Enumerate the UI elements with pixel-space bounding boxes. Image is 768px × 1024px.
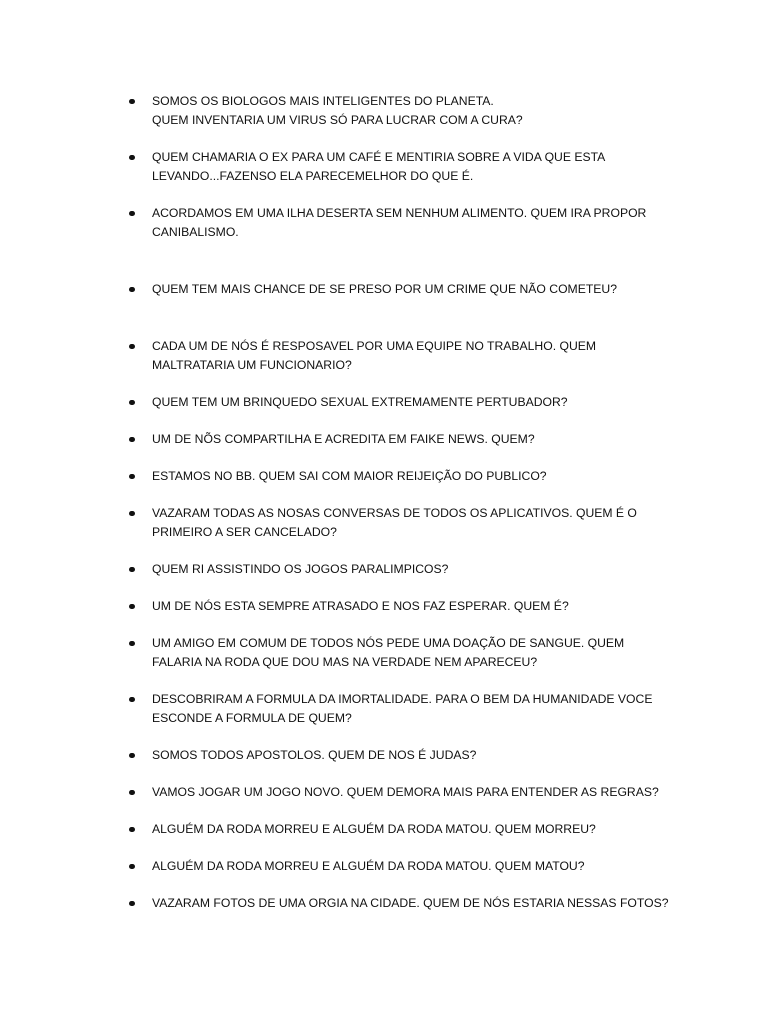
list-item-text: VAZARAM FOTOS DE UMA ORGIA NA CIDADE. QUEM DE NÓS ESTARIA NESSAS FOTOS? (152, 896, 669, 910)
bullet-icon (129, 211, 135, 217)
list-item (129, 690, 669, 728)
list-item-text: ALGUÉM DA RODA MORREU E ALGUÉM DA RODA MATOU. QUEM MORREU? (152, 822, 596, 836)
list-item-text: UM AMIGO EM COMUM DE TODOS NÓS PEDE UMA DOAÇÃO DE SANGUE. QUEM FALARIA NA RODA QUE DOU MAS NA VERDADE NEM APARECEU? (152, 636, 625, 669)
list-item (129, 857, 669, 876)
list-item-text: VAZARAM TODAS AS NOSAS CONVERSAS DE TODOS OS APLICATIVOS. QUEM É O PRIMEIRO A SER CANCELADO? (152, 506, 637, 539)
bullet-icon (129, 697, 135, 703)
list-item (129, 504, 669, 542)
list-item-text: CADA UM DE NÓS É RESPOSAVEL POR UMA EQUIPE NO TRABALHO. QUEM MALTRATARIA UM FUNCIONARIO? (152, 339, 597, 372)
list-item (129, 337, 669, 375)
list-item (129, 148, 669, 186)
list-item (129, 467, 669, 486)
list-item (129, 597, 669, 616)
bullet-icon (129, 864, 135, 870)
list-item-text: VAMOS JOGAR UM JOGO NOVO. QUEM DEMORA MAIS PARA ENTENDER AS REGRAS? (152, 785, 659, 799)
bullet-icon (129, 437, 135, 443)
bullet-icon (129, 567, 135, 573)
list-item (129, 894, 669, 913)
bullet-icon (129, 641, 135, 647)
list-item-text: SOMOS OS BIOLOGOS MAIS INTELIGENTES DO PLANETA. QUEM INVENTARIA UM VIRUS SÓ PARA LUCRAR COM A CURA? (152, 94, 523, 127)
list-item-text: ACORDAMOS EM UMA ILHA DESERTA SEM NENHUM ALIMENTO. QUEM IRA PROPOR CANIBALISMO. (152, 206, 647, 239)
list-item (129, 430, 669, 449)
list-item-text: QUEM RI ASSISTINDO OS JOGOS PARALIMPICOS? (152, 562, 449, 576)
bullet-icon (129, 604, 135, 610)
list-item-text: QUEM CHAMARIA O EX PARA UM CAFÉ E MENTIRIA SOBRE A VIDA QUE ESTA LEVANDO...FAZENSO ELA PARECEMELHOR DO QUE É. (152, 150, 605, 183)
bullet-icon (129, 511, 135, 517)
bullet-icon (129, 474, 135, 480)
list-item (129, 280, 669, 299)
question-list (129, 92, 669, 931)
bullet-icon (129, 901, 135, 907)
list-item-text: QUEM TEM MAIS CHANCE DE SE PRESO POR UM CRIME QUE NÃO COMETEU? (152, 282, 617, 296)
list-item-text: DESCOBRIRAM A FORMULA DA IMORTALIDADE. PARA O BEM DA HUMANIDADE VOCE ESCONDE A FORMULA DE QUEM? (152, 692, 653, 725)
list-item (129, 746, 669, 765)
list-item (129, 393, 669, 412)
bullet-icon (129, 99, 135, 105)
bullet-icon (129, 287, 135, 293)
list-item (129, 634, 669, 672)
list-item (129, 560, 669, 579)
bullet-icon (129, 827, 135, 833)
list-item-text: ESTAMOS NO BB. QUEM SAI COM MAIOR REIJEIÇÃO DO PUBLICO? (152, 469, 547, 483)
list-item-text: SOMOS TODOS APOSTOLOS. QUEM DE NOS É JUDAS? (152, 748, 477, 762)
bullet-icon (129, 753, 135, 759)
bullet-icon (129, 790, 135, 796)
list-item (129, 783, 669, 802)
list-item (129, 820, 669, 839)
bullet-icon (129, 400, 135, 406)
list-item (129, 204, 669, 242)
bullet-icon (129, 155, 135, 161)
list-item (129, 92, 669, 130)
list-item-text: ALGUÉM DA RODA MORREU E ALGUÉM DA RODA MATOU. QUEM MATOU? (152, 859, 585, 873)
list-item-text: QUEM TEM UM BRINQUEDO SEXUAL EXTREMAMENTE PERTUBADOR? (152, 395, 568, 409)
bullet-icon (129, 344, 135, 350)
list-item-text: UM DE NÕS COMPARTILHA E ACREDITA EM FAIKE NEWS. QUEM? (152, 432, 535, 446)
list-item-text: UM DE NÓS ESTA SEMPRE ATRASADO E NOS FAZ ESPERAR. QUEM É? (152, 599, 569, 613)
